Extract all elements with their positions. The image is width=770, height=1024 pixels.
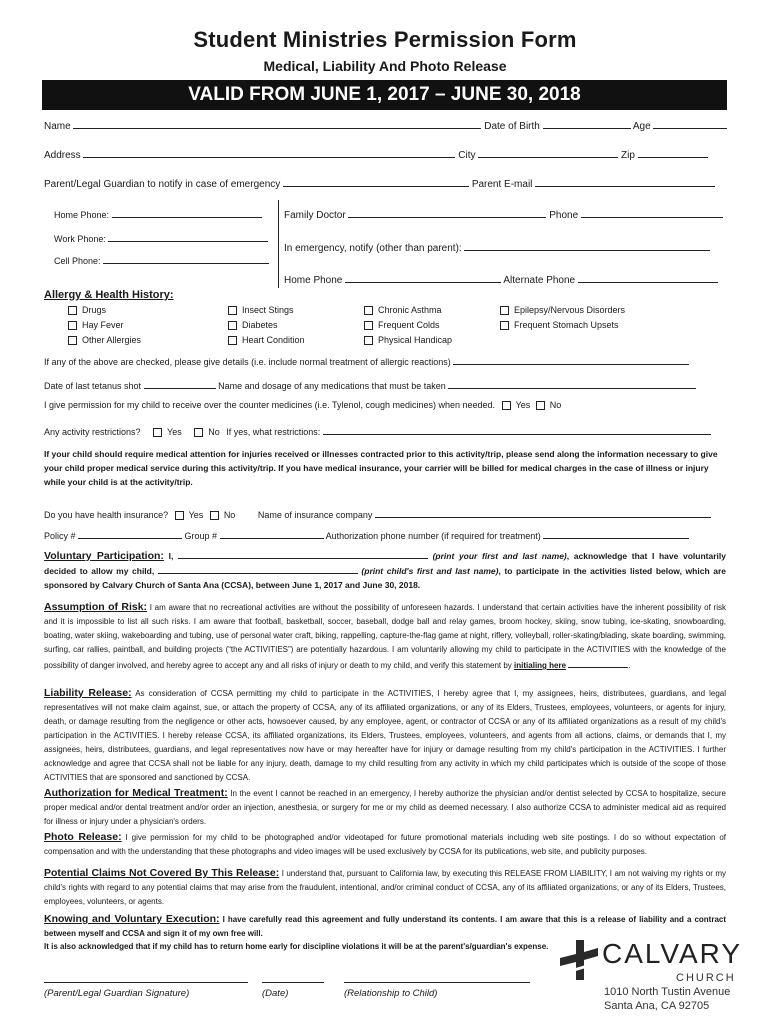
voluntary-heading: Voluntary Participation: (44, 550, 164, 562)
medical-warning: If your child should require medical attention for injuries received or illnesses contracted prior to this activity/trip, please send along the information necessary to give your child proper medical service during this activity/trip. If you have medical insurance, your carrier will be billed for medical charges in the case of illness or injury while your child is at the activity/trip. (44, 449, 718, 487)
home-phone2-field[interactable] (345, 272, 501, 283)
restrictions-no-checkbox[interactable] (194, 428, 203, 437)
details-label: If any of the above are checked, please give details (i.e. include normal treatment of allergic reactions) (44, 357, 451, 367)
allergy-heading: Allergy & Health History: (44, 289, 174, 301)
claims-heading: Potential Claims Not Covered By This Release: (44, 867, 280, 879)
liability-section: Liability Release: As consideration of CCSA permitting my child to participate in the ACTIVITIES, I hereby agree that I, my assignees, heirs, distributees, guardians, and legal representatives will not make claim against, sue, or attach the property of CCSA, any of its affiliated organizations, or any of its Elders, Trustees, employees, volunteers, or agents for injury, death, or damage resulting from the negligence or other acts, howsoever caused, by any employee, agent, or contractor of CCSA or any of its affiliated organizations as a result of my child's participation in the ACTIVITIES. I hereby release CCSA, its affiliated organizations, its Elders, Trustees, employees, volunteers, and agents from all actions, claims, or demands that I, my assignees, heirs, distributees, guardians, and legal representatives now have or may hereafter have for injury or damage resulting from my child's participation in the ACTIVITIES. I further acknowledge and agree that CCSA shall not be liable for any injury, death, damage to my child resulting from any activity in which my child participates which is outside of the scope of those ACTIVITIES that are sponsored and sanctioned by CCSA. (44, 687, 726, 782)
group-field[interactable] (220, 528, 324, 539)
medical-heading: Authorization for Medical Treatment: (44, 787, 228, 799)
date-label: (Date) (262, 988, 289, 999)
name-field[interactable] (73, 118, 481, 129)
home-alt-row (284, 272, 718, 286)
emergency-field[interactable] (464, 240, 710, 251)
allergy-item[interactable]: Hay Fever (68, 320, 124, 330)
checkbox[interactable] (364, 321, 373, 330)
guardian-signature-label: (Parent/Legal Guardian Signature) (44, 988, 190, 999)
doctor-phone-field[interactable] (581, 207, 723, 218)
participant-name-field[interactable] (178, 548, 428, 559)
home-phone-field[interactable] (112, 207, 262, 218)
address-field[interactable] (83, 147, 455, 158)
voluntary-section: Voluntary Participation: I, (print your first and last name), acknowledge that I have voluntarily decided to allow my child, (print child's first and last name), to participate in the activities listed below, which are sponsored by Calvary Church of Santa Ana (CCSA), between June 1, 2017 and June 30, 2018. (44, 550, 726, 590)
insurance-label: Do you have health insurance? (44, 510, 169, 520)
policy-row (44, 528, 689, 541)
allergy-item[interactable]: Chronic Asthma (364, 305, 442, 315)
checkbox[interactable] (500, 321, 509, 330)
validity-banner: VALID FROM JUNE 1, 2017 – JUNE 30, 2018 (42, 80, 727, 110)
name-row (44, 118, 727, 132)
photo-heading: Photo Release: (44, 831, 122, 843)
checkbox[interactable] (68, 321, 77, 330)
age-label: Age (632, 121, 651, 132)
allergy-item[interactable]: Other Allergies (68, 335, 141, 345)
checkbox[interactable] (228, 306, 237, 315)
emergency-label: In emergency, notify (other than parent): (284, 243, 462, 254)
tetanus-label: Date of last tetanus shot (44, 381, 142, 391)
guardian-signature-line[interactable] (44, 982, 248, 983)
policy-field[interactable] (78, 528, 182, 539)
medications-field[interactable] (448, 378, 696, 389)
work-phone-field[interactable] (108, 231, 268, 242)
otc-label: I give permission for my child to receive over the counter medicines (i.e. Tylenol, cough medicines) when needed. (44, 400, 496, 410)
zip-label: Zip (621, 150, 635, 161)
allergy-item[interactable]: Heart Condition (228, 335, 305, 345)
insurance-company-field[interactable] (375, 507, 711, 518)
risk-section: Assumption of Risk: I am aware that no recreational activities are without the possibility of unforeseen hazards. I understand that certain activities have the inherent possibility of risk and it is impossible to list all such risks. I am aware that football, basketball, soccer, baseball, dodge ball and relay games, broom hockey, skiing, snow tubing, ice-skating, snowboarding, boating, water skiing, wakeboarding and tubing, use of personal water craft, biking, rappelling, capture-the-flag game at night, riflery, volleyball, roller-skating/blading, skate boarding, swimming, surfing, car rallies, paintball, and building projects (“the ACTIVITIES”) are potentially hazardous. I am voluntarily allowing my child to participate in the ACTIVITIES with the knowledge of the possibility of danger involved, and hereby agree to accept any and all risks of injury or death to my child, and verify this statement by initialing here . (44, 601, 726, 670)
restrictions-yes-checkbox[interactable] (153, 428, 162, 437)
dob-field[interactable] (543, 118, 631, 129)
age-field[interactable] (653, 118, 727, 129)
calvary-cross-icon (556, 938, 600, 982)
work-phone-row (54, 231, 268, 244)
alternate-phone-field[interactable] (578, 272, 718, 283)
form-title: Student Ministries Permission Form (193, 27, 577, 52)
address-row (44, 147, 708, 161)
initial-here: initialing here (514, 661, 567, 670)
allergy-item[interactable]: Drugs (68, 305, 106, 315)
allergy-item[interactable]: Frequent Colds (364, 320, 440, 330)
cell-phone-row (54, 253, 269, 266)
details-field[interactable] (453, 354, 689, 365)
tetanus-row (44, 378, 696, 391)
name-label: Name (44, 121, 71, 132)
restrictions-what-label: If yes, what restrictions: (226, 427, 321, 437)
work-phone-label: Work Phone: (54, 234, 106, 244)
otc-row: I give permission for my child to receive over the counter medicines (i.e. Tylenol, cough medicines) when needed. Yes No (44, 400, 562, 410)
tetanus-field[interactable] (144, 378, 216, 389)
doctor-row (284, 207, 723, 221)
relationship-label: (Relationship to Child) (344, 988, 438, 999)
parent-email-label: Parent E-mail (471, 179, 533, 190)
guardian-field[interactable] (283, 176, 469, 187)
checkbox[interactable] (68, 336, 77, 345)
insurance-row: Do you have health insurance? Yes No Name of insurance company (44, 507, 711, 520)
child-name-field[interactable] (158, 563, 358, 574)
relationship-line[interactable] (344, 982, 530, 983)
checkbox[interactable] (228, 336, 237, 345)
claims-section: Potential Claims Not Covered By This Release: I understand that, pursuant to California law, by executing this RELEASE FROM LIABILITY, I am not waiving my rights or my child's rights with regard to any potential claims that may arise from the fraudulent, intentional, and/or criminal conduct of CCSA, any of its affiliated organizations, or any of its Elders, Trustees, employees, volunteers, or agents. (44, 867, 726, 906)
cell-phone-field[interactable] (103, 253, 269, 264)
knowing-section: Knowing and Voluntary Execution: I have carefully read this agreement and fully understand its contents. I am aware that this is a release of liability and a contract between myself and CCSA and sign it of my own free will. (44, 913, 727, 938)
date-line[interactable] (262, 982, 324, 983)
church-address-1: 1010 North Tustin Avenue (604, 986, 731, 998)
medications-label: Name and dosage of any medications that must be taken (218, 381, 446, 391)
form-subtitle: Medical, Liability And Photo Release (263, 58, 507, 74)
home-phone-label: Home Phone: (54, 210, 110, 220)
details-row (44, 354, 689, 367)
restrictions-label: Any activity restrictions? (44, 427, 141, 437)
home-phone2-label: Home Phone (284, 275, 343, 286)
doctor-phone-label: Phone (549, 210, 579, 221)
liability-heading: Liability Release: (44, 687, 132, 699)
otc-no-checkbox[interactable] (536, 401, 545, 410)
church-name: CALVARY (602, 938, 743, 969)
knowing-heading: Knowing and Voluntary Execution: (44, 913, 220, 925)
allergy-item[interactable]: Insect Stings (228, 305, 294, 315)
otc-yes-checkbox[interactable] (502, 401, 511, 410)
church-address-2: Santa Ana, CA 92705 (604, 1000, 710, 1012)
insurance-yes-checkbox[interactable] (175, 511, 184, 520)
initial-field[interactable] (568, 657, 628, 668)
checkbox[interactable] (68, 306, 77, 315)
checkbox[interactable] (500, 306, 509, 315)
auth-phone-label: Authorization phone number (if required for treatment) (325, 531, 541, 541)
cell-phone-label: Cell Phone: (54, 256, 101, 266)
address-label: Address (44, 150, 81, 161)
checkbox[interactable] (228, 321, 237, 330)
risk-heading: Assumption of Risk: (44, 601, 148, 613)
dob-label: Date of Birth (484, 121, 540, 132)
guardian-label: Parent/Legal Guardian to notify in case of emergency (44, 179, 281, 190)
insurance-company-label: Name of insurance company (257, 510, 373, 520)
checkbox[interactable] (364, 306, 373, 315)
emergency-row (284, 240, 710, 254)
zip-field[interactable] (638, 147, 708, 158)
restrictions-row: Any activity restrictions? Yes No If yes, what restrictions: (44, 424, 711, 437)
guardian-row (44, 176, 715, 190)
home-phone-row (54, 207, 262, 220)
allergy-item[interactable]: Epilepsy/Nervous Disorders (500, 305, 625, 315)
restrictions-field[interactable] (323, 424, 711, 435)
family-doctor-field[interactable] (348, 207, 546, 218)
city-field[interactable] (478, 147, 618, 158)
group-label: Group # (184, 531, 218, 541)
alternate-phone-label: Alternate Phone (503, 275, 576, 286)
parent-email-field[interactable] (535, 176, 715, 187)
early-home-note: It is also acknowledged that if my child has to return home early for discipline violations it will be at the parent's/guardian's expense. (44, 942, 549, 951)
policy-label: Policy # (44, 531, 76, 541)
allergy-item[interactable]: Physical Handicap (364, 335, 452, 345)
family-doctor-label: Family Doctor (284, 210, 346, 221)
church-sub: CHURCH (676, 972, 736, 984)
allergy-item[interactable]: Frequent Stomach Upsets (500, 320, 619, 330)
auth-phone-field[interactable] (543, 528, 689, 539)
insurance-no-checkbox[interactable] (210, 511, 219, 520)
checkbox[interactable] (364, 336, 373, 345)
city-label: City (458, 150, 476, 161)
medical-section: Authorization for Medical Treatment: In the event I cannot be reached in an emergency, I hereby authorize the physician and/or dentist selected by CCSA to hospitalize, secure proper medical and/or dental treatment and/or order an injection, anesthesia, or surgery for me or my child as deemed necessary. I also authorize CCSA to administer medical aid as required for illness or injury under a physician's orders. (44, 787, 726, 826)
photo-section: Photo Release: I give permission for my child to be photographed and/or videotaped for future promotional materials including web site postings. I do so without expectation of compensation and with the understanding that these photographs and video images will be used exclusively by CCSA for its publications, web site, and publicity purposes. (44, 831, 726, 856)
allergy-item[interactable]: Diabetes (228, 320, 278, 330)
